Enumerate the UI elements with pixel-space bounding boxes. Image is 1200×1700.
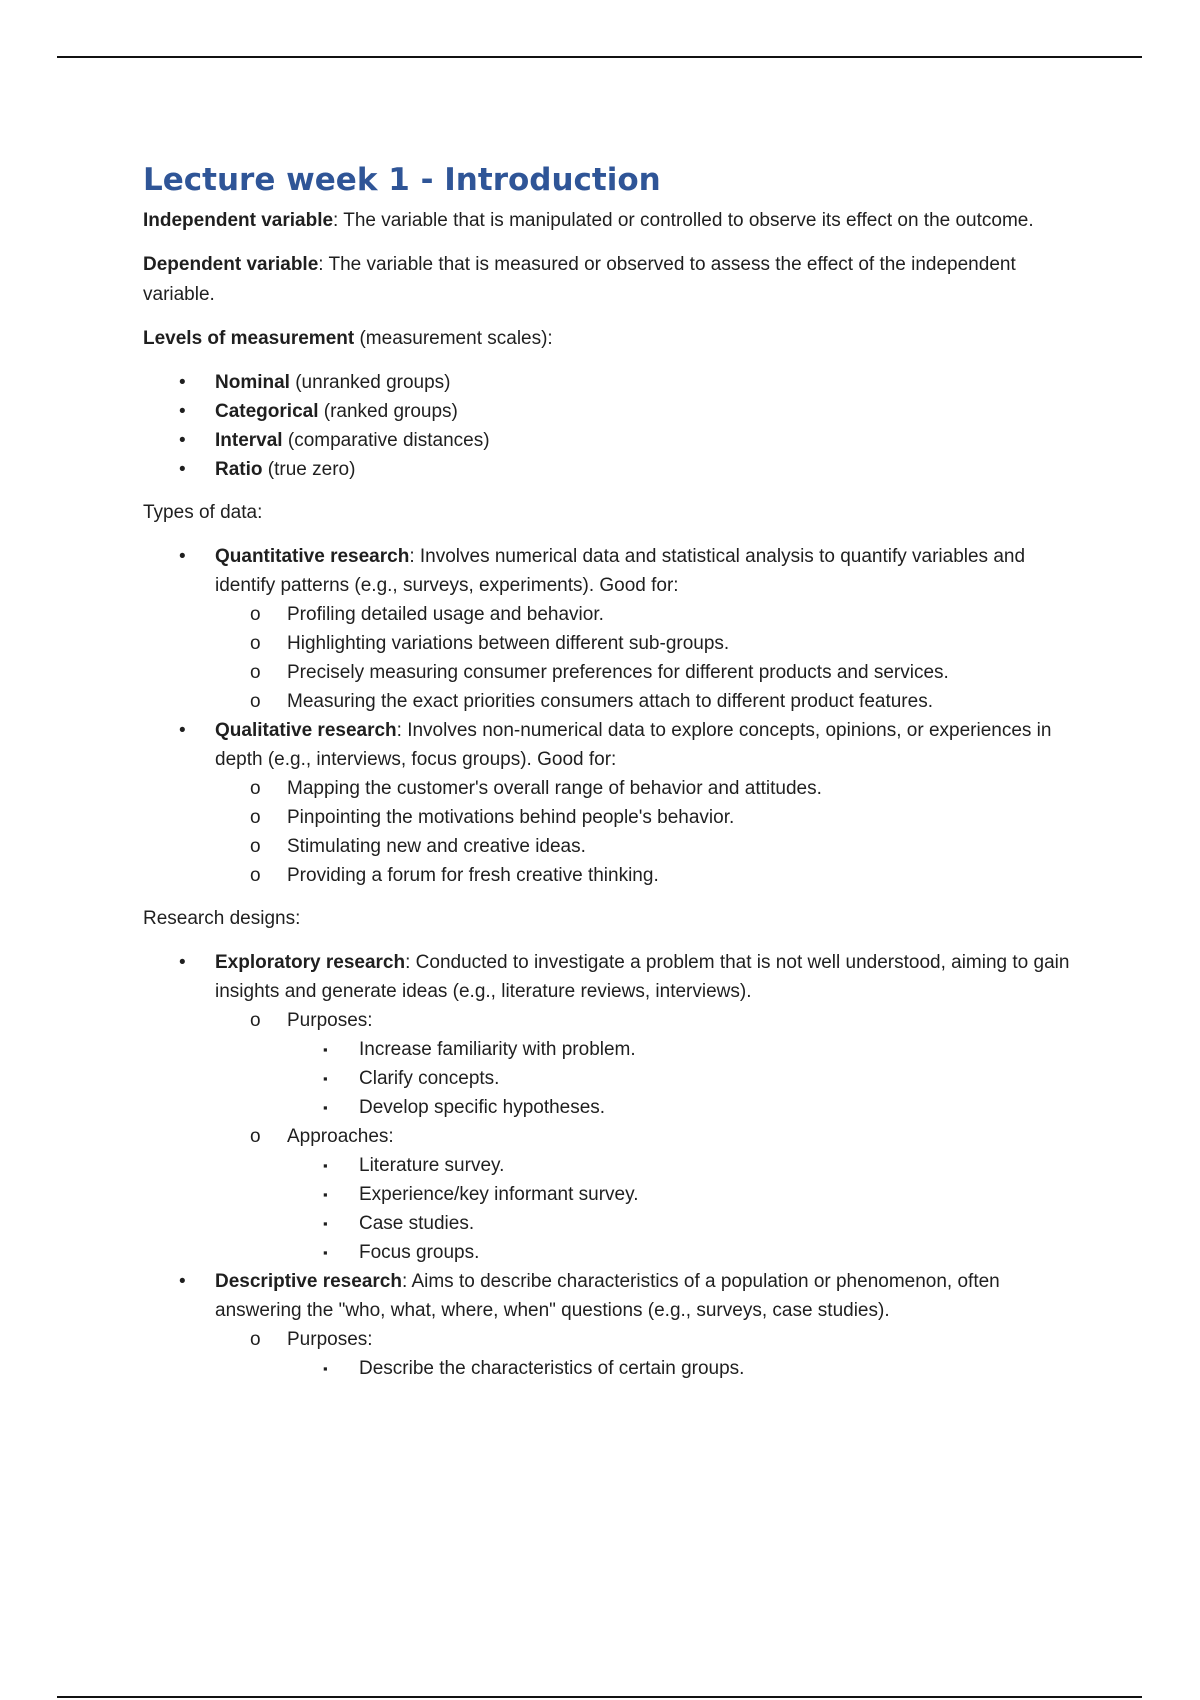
levels-heading xyxy=(143,324,1083,354)
designs-list xyxy=(143,948,1083,1383)
qualitative-term: Qualitative research xyxy=(215,720,397,741)
bullet-icon: • xyxy=(179,952,186,973)
levels-rest: (measurement scales): xyxy=(354,328,553,349)
approach-text: Experience/key informant survey. xyxy=(359,1184,639,1205)
level-desc: (comparative distances) xyxy=(282,430,490,451)
list-item xyxy=(143,1238,1083,1267)
list-item xyxy=(143,774,1083,803)
square-bullet-icon: ▪ xyxy=(323,1042,328,1057)
circle-bullet-icon: o xyxy=(250,662,261,683)
quantitative-term: Quantitative research xyxy=(215,546,410,567)
purpose-text: Develop specific hypotheses. xyxy=(359,1097,606,1118)
list-item xyxy=(143,426,1083,455)
dependent-variable-paragraph xyxy=(143,250,1083,310)
list-item xyxy=(143,1006,1083,1035)
types-list xyxy=(143,542,1083,890)
list-item xyxy=(143,629,1083,658)
quantitative-point: Highlighting variations between different sub-groups. xyxy=(287,633,730,654)
independent-variable-paragraph xyxy=(143,206,1083,236)
independent-variable-definition: : The variable that is manipulated or controlled to observe its effect on the outcome. xyxy=(333,210,1034,231)
dependent-variable-term: Dependent variable xyxy=(143,254,319,275)
bullet-icon: • xyxy=(179,1271,186,1292)
circle-bullet-icon: o xyxy=(250,836,261,857)
list-item xyxy=(143,803,1083,832)
purpose-text: Describe the characteristics of certain groups. xyxy=(359,1358,745,1379)
qualitative-point: Mapping the customer's overall range of behavior and attitudes. xyxy=(287,778,822,799)
level-term: Interval xyxy=(215,430,283,451)
top-rule xyxy=(57,56,1142,58)
approach-text: Literature survey. xyxy=(359,1155,505,1176)
independent-variable-term: Independent variable xyxy=(143,210,334,231)
bullet-icon: • xyxy=(179,430,186,451)
square-bullet-icon: ▪ xyxy=(323,1245,328,1260)
list-item xyxy=(143,687,1083,716)
circle-bullet-icon: o xyxy=(250,807,261,828)
list-item xyxy=(143,1325,1083,1354)
quantitative-point: Measuring the exact priorities consumers attach to different product features. xyxy=(287,691,933,712)
list-item xyxy=(143,1064,1083,1093)
exploratory-desc: : Conducted to investigate a problem that is not well understood, aiming to gain insights and generate ideas (e.g., literature reviews, interviews). xyxy=(215,952,1070,1002)
square-bullet-icon: ▪ xyxy=(323,1100,328,1115)
purpose-text: Increase familiarity with problem. xyxy=(359,1039,636,1060)
bottom-rule xyxy=(57,1696,1142,1698)
circle-bullet-icon: o xyxy=(250,778,261,799)
descriptive-item xyxy=(143,1267,1083,1325)
list-item xyxy=(143,1035,1083,1064)
quantitative-point: Profiling detailed usage and behavior. xyxy=(287,604,604,625)
level-term: Categorical xyxy=(215,401,319,422)
qualitative-point: Providing a forum for fresh creative thinking. xyxy=(287,865,659,886)
quantitative-item xyxy=(143,542,1083,600)
list-item xyxy=(143,1180,1083,1209)
bullet-icon: • xyxy=(179,720,186,741)
list-item xyxy=(143,658,1083,687)
purpose-text: Clarify concepts. xyxy=(359,1068,500,1089)
list-item xyxy=(143,1354,1083,1383)
descriptive-desc: : Aims to describe characteristics of a population or phenomenon, often answering the "who, what, where, when" questions (e.g., surveys, case studies). xyxy=(215,1271,1000,1321)
qualitative-item xyxy=(143,716,1083,774)
qualitative-point: Stimulating new and creative ideas. xyxy=(287,836,586,857)
exploratory-item xyxy=(143,948,1083,1006)
quantitative-desc: : Involves numerical data and statistical analysis to quantify variables and identify patterns (e.g., surveys, experiments). Good for: xyxy=(215,546,1026,596)
square-bullet-icon: ▪ xyxy=(323,1158,328,1173)
bullet-icon: • xyxy=(179,401,186,422)
list-item xyxy=(143,368,1083,397)
qualitative-point: Pinpointing the motivations behind people's behavior. xyxy=(287,807,735,828)
square-bullet-icon: ▪ xyxy=(323,1071,328,1086)
approach-text: Focus groups. xyxy=(359,1242,480,1263)
designs-heading: Research designs: xyxy=(143,908,301,929)
list-item xyxy=(143,832,1083,861)
levels-term: Levels of measurement xyxy=(143,328,355,349)
circle-bullet-icon: o xyxy=(250,1329,261,1350)
circle-bullet-icon: o xyxy=(250,633,261,654)
level-desc: (ranked groups) xyxy=(318,401,458,422)
descriptive-term: Descriptive research xyxy=(215,1271,402,1292)
list-item xyxy=(143,1122,1083,1151)
exploratory-term: Exploratory research xyxy=(215,952,406,973)
circle-bullet-icon: o xyxy=(250,604,261,625)
list-item xyxy=(143,397,1083,426)
quantitative-point: Precisely measuring consumer preferences for different products and services. xyxy=(287,662,949,683)
qualitative-desc: : Involves non-numerical data to explore concepts, opinions, or experiences in depth (e.g., interviews, focus groups). Good for: xyxy=(215,720,1052,770)
document-body xyxy=(143,160,1083,1397)
bullet-icon: • xyxy=(179,372,186,393)
levels-list xyxy=(143,368,1083,484)
purposes-label: Purposes: xyxy=(287,1010,373,1031)
circle-bullet-icon: o xyxy=(250,1010,261,1031)
square-bullet-icon: ▪ xyxy=(323,1361,328,1376)
list-item xyxy=(143,1209,1083,1238)
list-item xyxy=(143,600,1083,629)
square-bullet-icon: ▪ xyxy=(323,1216,328,1231)
page-title: Lecture week 1 - Introduction xyxy=(143,162,661,198)
approach-text: Case studies. xyxy=(359,1213,475,1234)
circle-bullet-icon: o xyxy=(250,691,261,712)
list-item xyxy=(143,861,1083,890)
list-item xyxy=(143,1093,1083,1122)
types-heading: Types of data: xyxy=(143,502,263,523)
circle-bullet-icon: o xyxy=(250,865,261,886)
dependent-variable-definition: : The variable that is measured or observed to assess the effect of the independent variable. xyxy=(143,254,1016,305)
list-item xyxy=(143,455,1083,484)
list-item xyxy=(143,1151,1083,1180)
level-term: Ratio xyxy=(215,459,263,480)
bullet-icon: • xyxy=(179,459,186,480)
bullet-icon: • xyxy=(179,546,186,567)
level-desc: (unranked groups) xyxy=(289,372,451,393)
purposes-label: Purposes: xyxy=(287,1329,373,1350)
circle-bullet-icon: o xyxy=(250,1126,261,1147)
level-desc: (true zero) xyxy=(262,459,356,480)
square-bullet-icon: ▪ xyxy=(323,1187,328,1202)
approaches-label: Approaches: xyxy=(287,1126,394,1147)
level-term: Nominal xyxy=(215,372,290,393)
